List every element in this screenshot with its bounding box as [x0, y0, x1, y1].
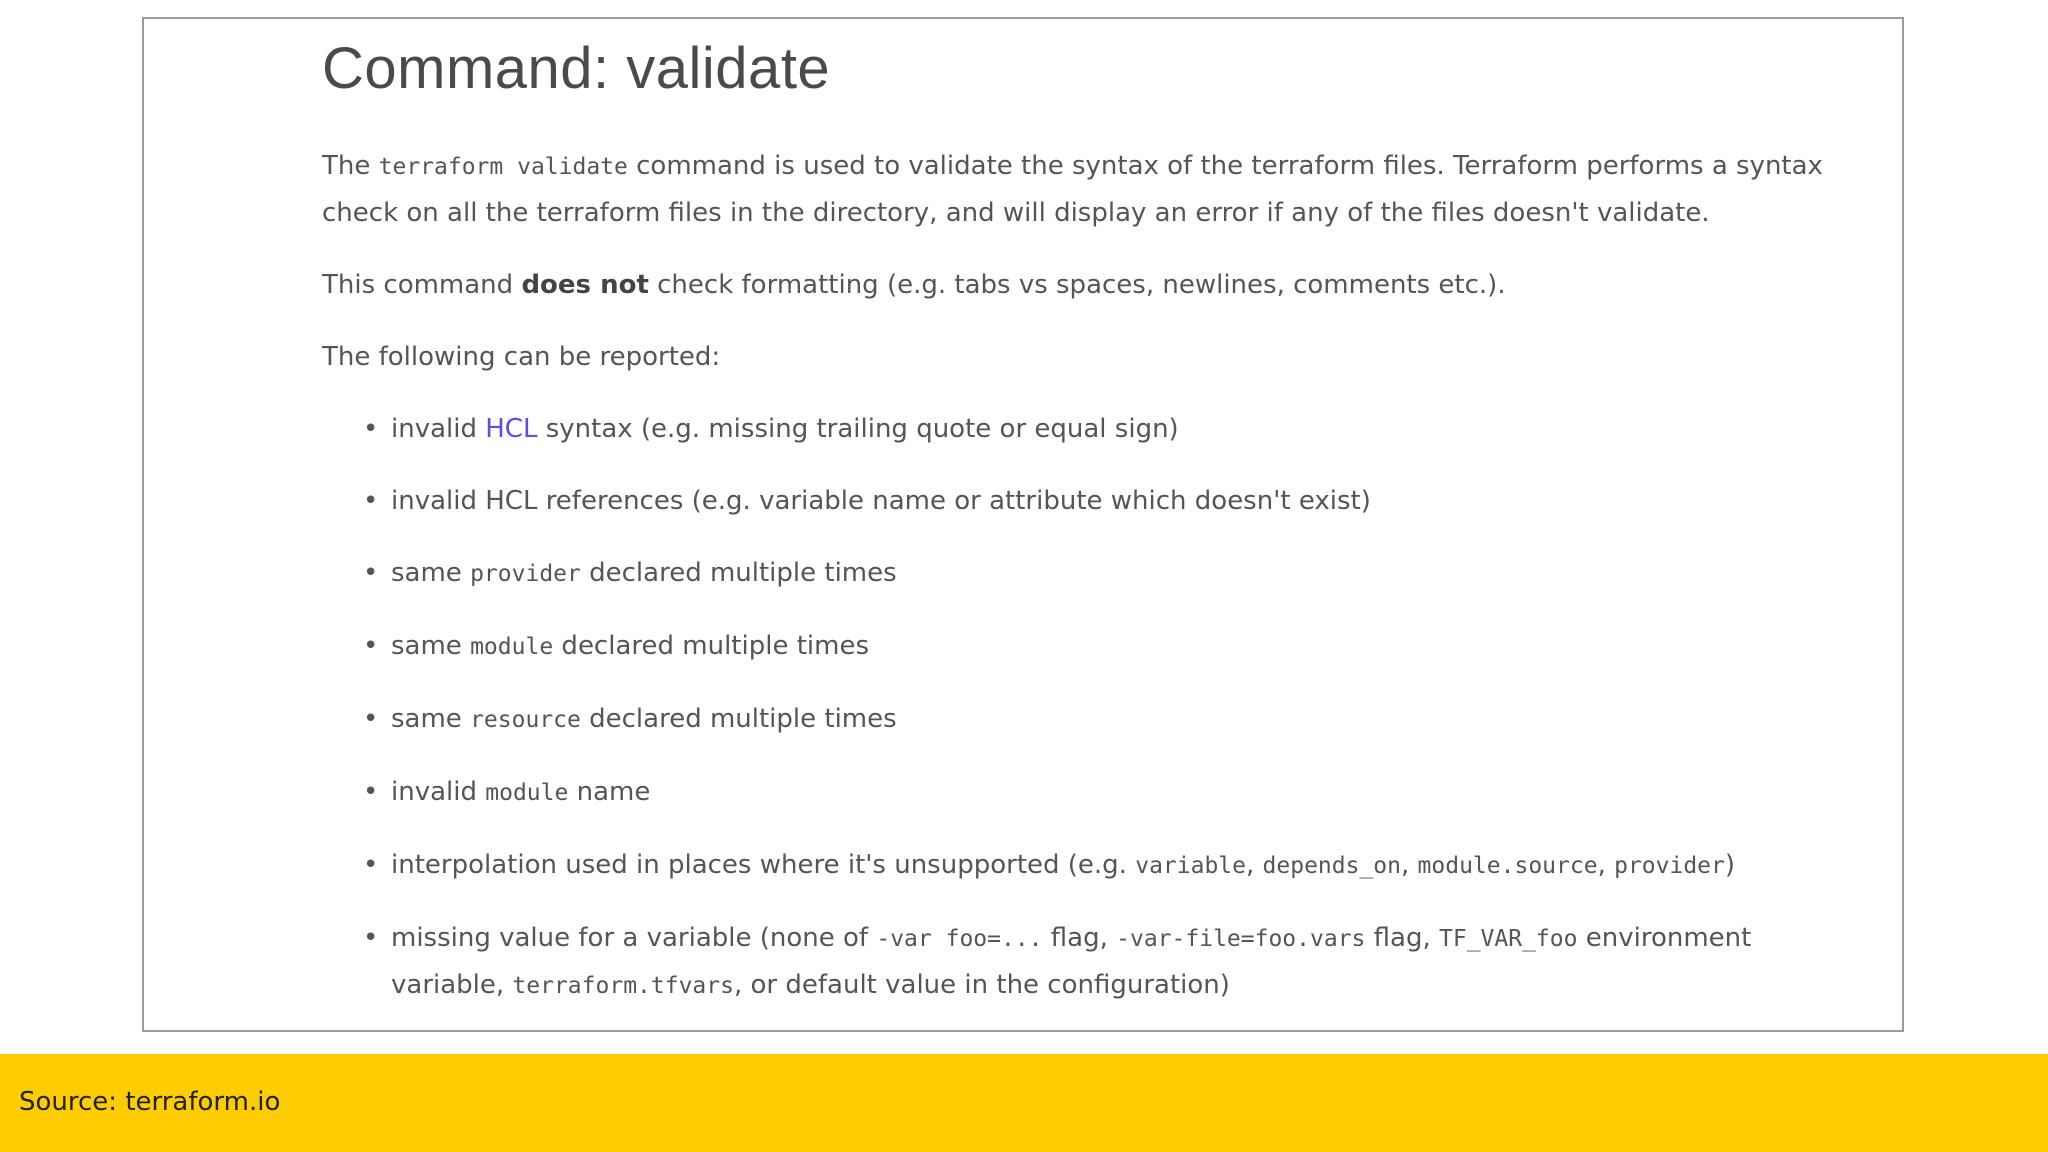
inline-code: module: [485, 780, 569, 806]
bullet-icon: •: [363, 631, 379, 661]
list-item: • same provider declared multiple times: [391, 550, 1862, 597]
list-item: • interpolation used in places where it's unsupported (e.g. variable, depends_on, module.source, provider): [391, 842, 1862, 889]
list-item: • invalid HCL syntax (e.g. missing trailing quote or equal sign): [391, 406, 1862, 452]
inline-code: variable: [1135, 853, 1246, 879]
inline-code: module: [470, 634, 554, 660]
inline-code: terraform.tfvars: [512, 973, 734, 999]
inline-code: provider: [1614, 853, 1725, 879]
inline-code: depends_on: [1262, 853, 1402, 879]
reported-intro: The following can be reported:: [322, 342, 721, 372]
bullet-icon: •: [363, 558, 379, 588]
source-footer: [0, 1054, 2048, 1152]
hcl-link[interactable]: HCL: [485, 414, 538, 444]
formatting-paragraph: This command does not check formatting (e.g. tabs vs spaces, newlines, comments etc.).: [322, 270, 1506, 300]
list-item: • same module declared multiple times: [391, 623, 1862, 670]
bullet-icon: •: [363, 923, 379, 953]
list-item: • invalid HCL references (e.g. variable name or attribute which doesn't exist): [391, 478, 1862, 524]
bold-text: does not: [521, 270, 649, 300]
source-label: Source: terraform.io: [19, 1087, 281, 1117]
bullet-icon: •: [363, 777, 379, 807]
list-item: • missing value for a variable (none of -var foo=... flag, -var-file=foo.vars flag, TF_VAR_foo environment variable, terraform.tfvars, or default value in the configuration): [391, 915, 1862, 1009]
inline-code: module.source: [1417, 853, 1598, 879]
list-item: • same resource declared multiple times: [391, 696, 1862, 743]
inline-code: provider: [470, 561, 581, 587]
intro-paragraph: The terraform validate command is used to validate the syntax of the terraform files. Terraform performs a syntax check on all the terraform files in the directory, and will display an error if any of the files doesn't validate.: [322, 151, 1823, 228]
inline-code: resource: [470, 707, 581, 733]
bullet-icon: •: [363, 850, 379, 880]
bullet-icon: •: [363, 414, 379, 444]
list-item: • invalid module name: [391, 769, 1862, 816]
bullet-icon: •: [363, 486, 379, 516]
inline-code: -var foo=...: [876, 926, 1043, 952]
screenshot-frame: [142, 17, 1904, 1032]
bullet-icon: •: [363, 704, 379, 734]
reported-list: [322, 406, 1862, 1009]
inline-code: TF_VAR_foo: [1439, 926, 1578, 952]
doc-content: [322, 29, 1862, 1032]
page-title: Command: validate: [322, 36, 831, 101]
inline-code: terraform validate: [378, 154, 628, 180]
inline-code: -var-file=foo.vars: [1116, 926, 1366, 952]
